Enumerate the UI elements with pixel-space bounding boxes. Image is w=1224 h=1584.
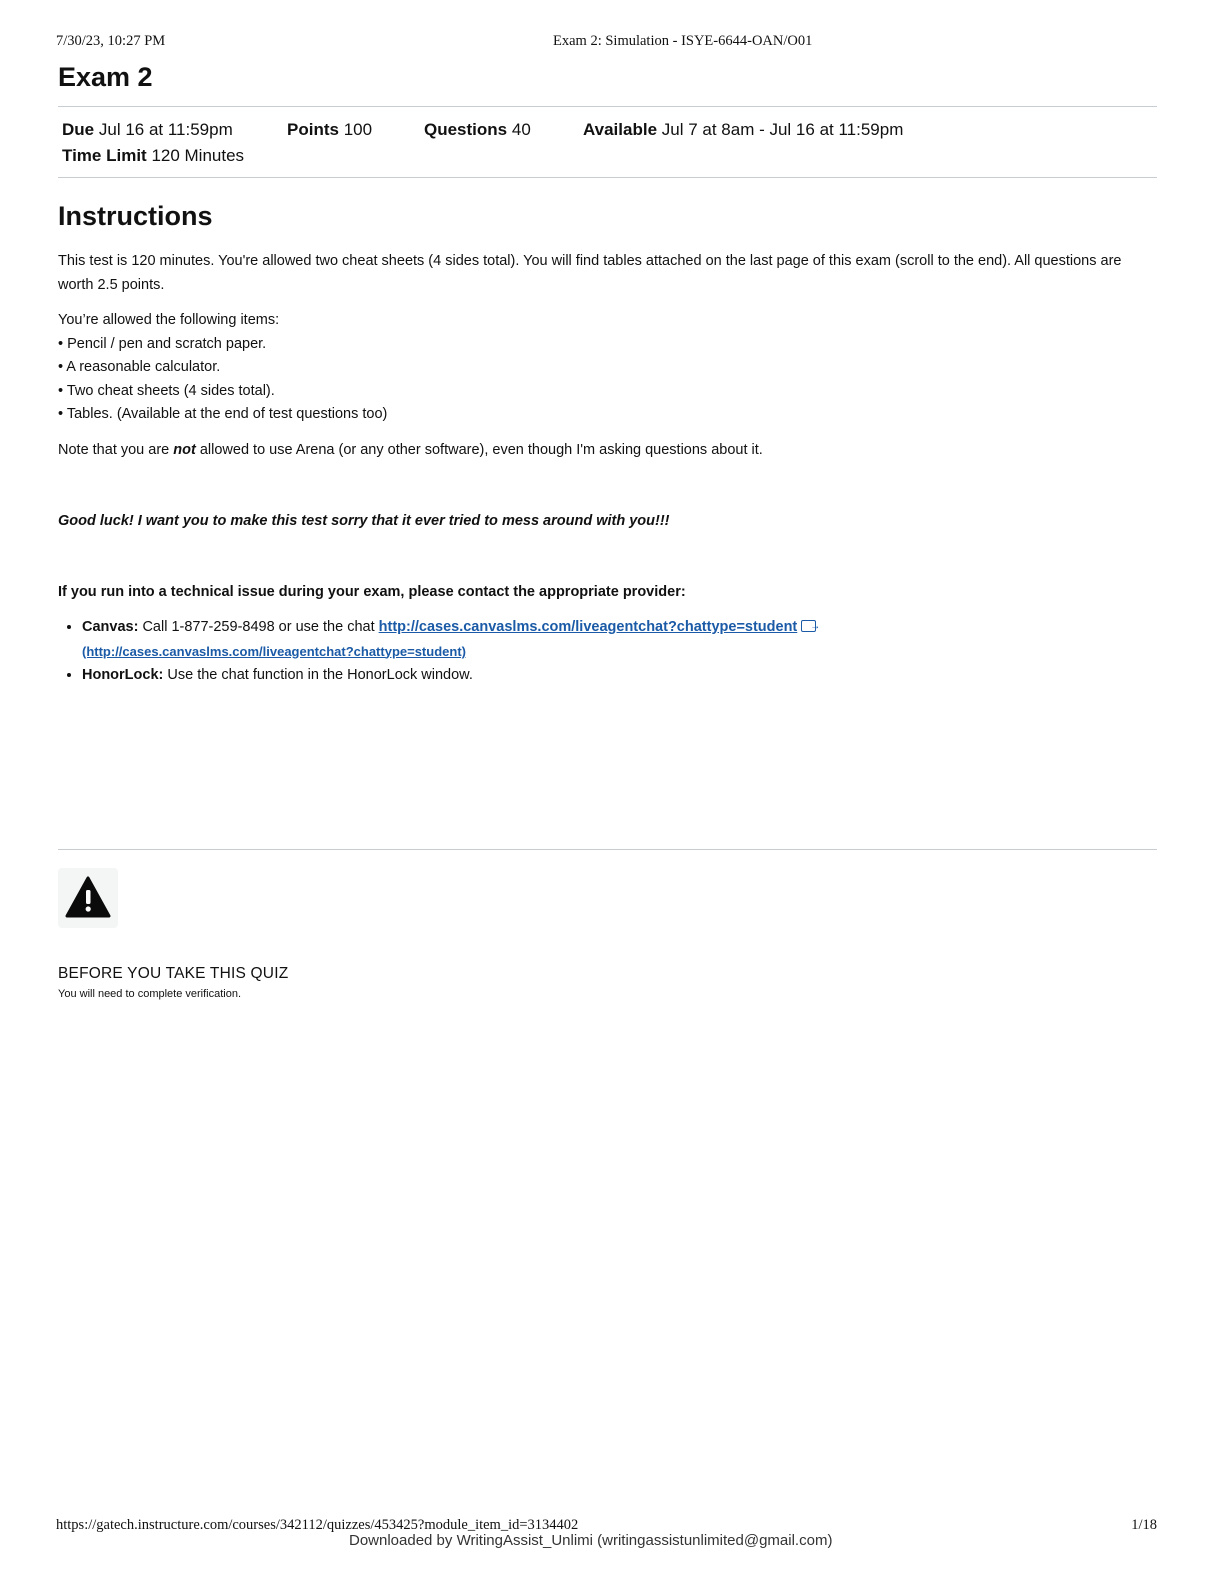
- verification-title: BEFORE YOU TAKE THIS QUIZ: [58, 965, 289, 982]
- canvas-chat-link[interactable]: http://cases.canvaslms.com/liveagentchat?chattype=student: [378, 619, 798, 635]
- honorlock-text: Use the chat function in the HonorLock window.: [163, 667, 473, 683]
- page-title: Exam 2: [58, 62, 153, 92]
- footer-url: https://gatech.instructure.com/courses/342112/quizzes/453425?module_item_id=3134402: [56, 1517, 579, 1533]
- divider: [58, 177, 1157, 178]
- warning-icon: [58, 868, 118, 928]
- contact-honorlock: [82, 664, 1082, 688]
- due-label: Due: [62, 120, 95, 139]
- canvas-chat-link-url[interactable]: (http://cases.canvaslms.com/liveagentchat?chattype=student): [82, 643, 466, 659]
- time-limit-label: Time Limit: [62, 146, 147, 165]
- allowed-item: • Two cheat sheets (4 sides total).: [58, 382, 275, 399]
- footer-page-number: 1/18: [1131, 1517, 1157, 1533]
- allowed-items: [58, 309, 1148, 427]
- verification-subtitle: You will need to complete verification.: [58, 988, 242, 1000]
- contact-canvas: [82, 616, 1082, 664]
- points-value: 100: [343, 120, 373, 139]
- allowed-intro: You’re allowed the following items:: [58, 312, 280, 328]
- note-text-start: Note that you are: [58, 442, 174, 458]
- time-limit-value: 120 Minutes: [151, 146, 245, 165]
- print-header: [56, 33, 1168, 53]
- tech-issue-heading: If you run into a technical issue during your exam, please contact the appropriate provider:: [58, 584, 686, 600]
- available-info: [583, 120, 903, 140]
- instructions-heading: Instructions: [58, 201, 213, 231]
- quiz-meta-row: [62, 120, 1152, 142]
- support-contacts: [58, 616, 1082, 688]
- instructions-paragraph: This test is 120 minutes. You're allowed two cheat sheets (4 sides total). You will find tables attached on the last page of this exam (scroll to the end). All questions are worth 2.5 points.: [58, 253, 1122, 293]
- due-info: [62, 120, 233, 140]
- note-emphasis: not: [173, 442, 196, 458]
- note-text-end: allowed to use Arena (or any other software), even though I'm asking questions about it.: [195, 442, 763, 458]
- warning-icon-box: [58, 868, 118, 928]
- allowed-item: • Tables. (Available at the end of test questions too): [58, 406, 388, 422]
- divider: [58, 849, 1157, 850]
- available-label: Available: [583, 120, 658, 139]
- canvas-text: Call 1-877-259-8498 or use the chat: [138, 619, 379, 635]
- points-info: [287, 120, 372, 140]
- time-limit-info: [62, 146, 244, 166]
- available-value: Jul 7 at 8am - Jul 16 at 11:59pm: [661, 120, 904, 139]
- allowed-item: • Pencil / pen and scratch paper.: [58, 335, 267, 352]
- questions-label: Questions: [424, 120, 508, 139]
- print-date: 7/30/23, 10:27 PM: [56, 33, 166, 49]
- questions-value: 40: [511, 120, 531, 139]
- points-label: Points: [287, 120, 339, 139]
- questions-info: [424, 120, 531, 140]
- print-document-title: Exam 2: Simulation - ISYE-6644-OAN/O01: [553, 33, 813, 49]
- external-link-icon: [801, 620, 816, 632]
- instructions-intro: [58, 250, 1148, 297]
- due-value: Jul 16 at 11:59pm: [98, 120, 233, 139]
- divider: [58, 106, 1157, 107]
- software-note: [58, 439, 1148, 463]
- allowed-item: • A reasonable calculator.: [58, 359, 221, 375]
- canvas-label: Canvas:: [82, 619, 139, 635]
- good-luck-message: Good luck! I want you to make this test sorry that it ever tried to mess around with you!!!: [58, 513, 670, 529]
- download-watermark: Downloaded by WritingAssist_Unlimi (writingassistunlimited@gmail.com): [349, 1532, 833, 1549]
- honorlock-label: HonorLock:: [82, 667, 164, 683]
